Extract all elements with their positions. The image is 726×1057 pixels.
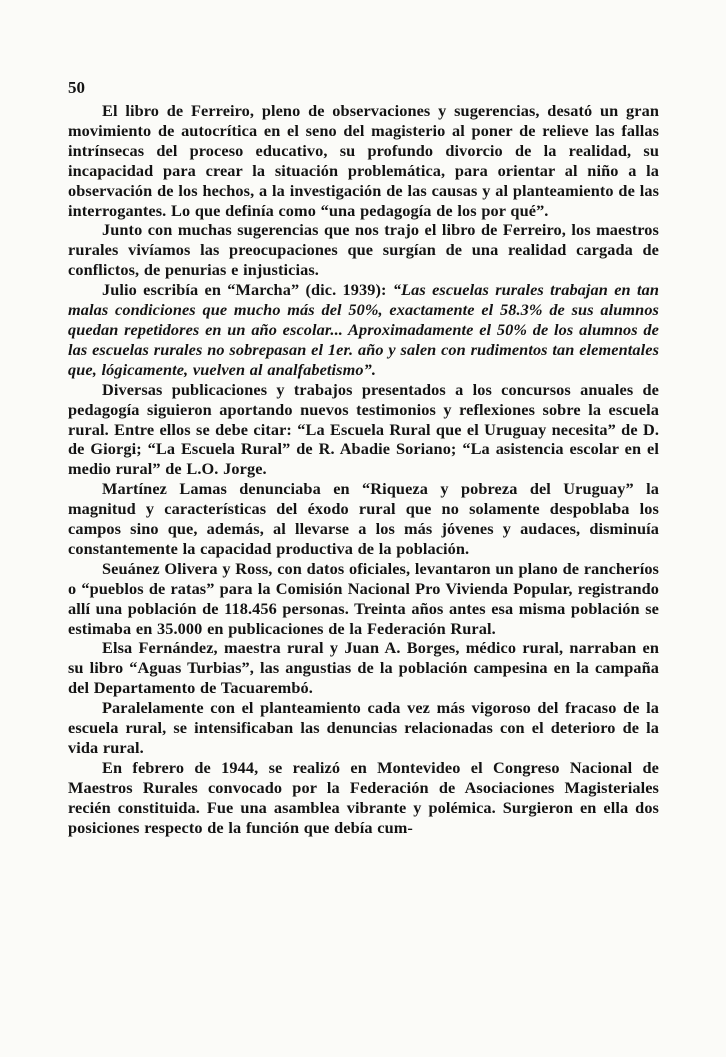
paragraph: [68, 638, 659, 698]
text-block: [68, 101, 659, 838]
paragraph: [68, 220, 659, 280]
text-segment: Seuánez Olivera y Ross, con datos oficiales, levantaron un plano de rancheríos o “pueblos de ratas” para la Comisión Nacional Pro Vivienda Popular, registrando allí una población de 118.456 personas. Treinta años antes esa misma población se estimaba en 35.000 en publicaciones de la Federación Rural.: [68, 558, 659, 638]
text-segment: Junto con muchas sugerencias que nos trajo el libro de Ferreiro, los maestros rurales vivíamos las preocupaciones que surgían de una realidad cargada de conflictos, de penurias e injusticias.: [68, 220, 659, 280]
page-number: 50: [68, 78, 85, 97]
text-segment: Julio escribía en “Marcha” (dic. 1939):: [102, 280, 393, 300]
text-segment: Martínez Lamas denunciaba en “Riqueza y pobreza del Uruguay” la magnitud y características del éxodo rural que no solamente despoblaba los campos sino que, además, al llevarse a los más jóvenes y audaces, disminuía constantemente la capacidad productiva de la población.: [68, 479, 659, 558]
paragraph: [68, 758, 659, 838]
text-segment: Paralelamente con el planteamiento cada vez más vigoroso del fracaso de la escuela rural, se intensificaban las denuncias relacionadas con el deterioro de la vida rural.: [68, 698, 659, 757]
text-segment: Diversas publicaciones y trabajos presentados a los concursos anuales de pedagogía siguieron aportando nuevos testimonios y reflexiones sobre la escuela rural. Entre ellos se debe citar: “La Escuela Rural que el Uruguay necesita” de D. de Giorgi; “La Escuela Rural” de R. Abadie Soriano; “La asistencia escolar en el medio rural” de L.O. Jorge.: [68, 379, 659, 479]
paragraph: [68, 479, 659, 559]
paragraph: [68, 280, 659, 380]
paragraph: [68, 380, 659, 480]
text-segment: Elsa Fernández, maestra rural y Juan A. Borges, médico rural, narraban en su libro “Aguas Turbias”, las angustias de la población campesina en la campaña del Departamento de Tacuarembó.: [68, 638, 659, 698]
paragraph: [68, 559, 659, 639]
quote-italic-segment: “Las escuelas rurales trabajan en tan malas condiciones que mucho más del 50%, exactamente el 58.3% de sus alumnos quedan repetidores en un año escolar... Aproximadamente el 50% de los alumnos de las escuelas rurales no sobrepasan el 1er. año y salen con rudimentos tan elementales que, lógicamente, vuelven al analfabetismo”.: [68, 280, 659, 379]
text-segment: El libro de Ferreiro, pleno de observaciones y sugerencias, desató un gran movimiento de autocrítica en el seno del magisterio al poner de relieve las fallas intrínsecas del proceso educativo, su profundo divorcio de la realidad, su incapacidad para crear la situación problemática, para orientar al niño a la observación de los hechos, a la investigación de las causas y al planteamiento de las interrogantes. Lo que definía como “una pedagogía de los por qué”.: [68, 101, 659, 220]
paragraph: [68, 101, 659, 220]
paragraph: [68, 698, 659, 758]
text-segment: En febrero de 1944, se realizó en Montevideo el Congreso Nacional de Maestros Rurales convocado por la Federación de Asociaciones Magisteriales recién constituida. Fue una asamblea vibrante y polémica. Surgieron en ella dos posiciones respecto de la función que debía cum-: [68, 757, 659, 837]
